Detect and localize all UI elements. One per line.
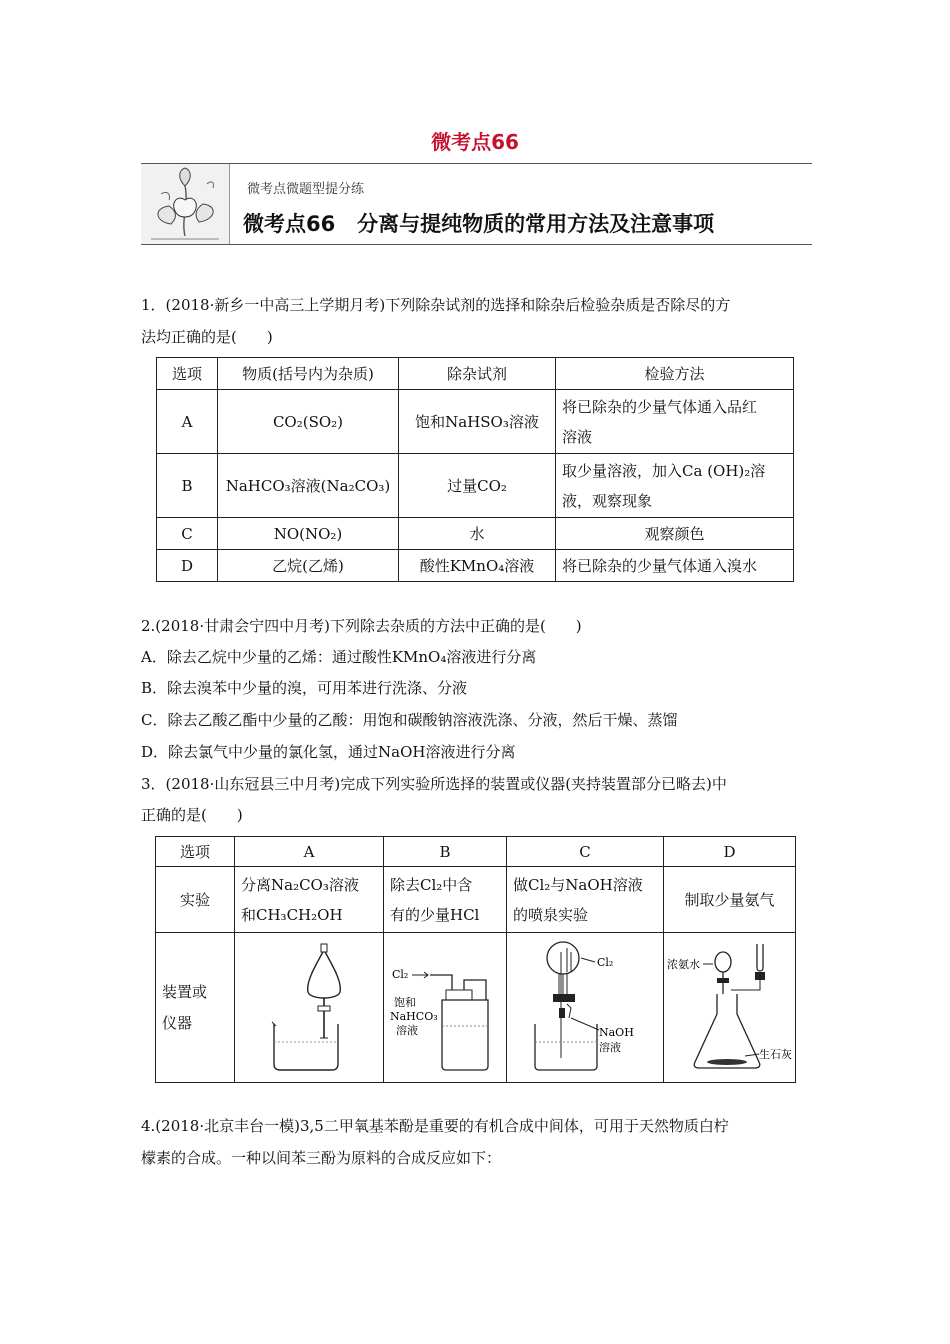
option-cell: B [157,454,218,518]
figure-ammonia-generation [664,933,796,1083]
figure-separatory-funnel [235,933,384,1083]
label-b-nahco3: NaHCO₃ [390,1009,438,1023]
label-d-quicklime: 生石灰 [758,1047,792,1061]
banner-title-text: 分离与提纯物质的常用方法及注意事项 [357,212,715,236]
label-d-ammonia: 浓氨水 [666,957,700,971]
q4-line1: 4.(2018·北京丰台一模)3,5二甲氧基苯酚是重要的有机合成中间体，可用于天然物质白柠 [141,1117,729,1135]
experiment-label: 实验 [156,867,235,933]
table-header-cell: 除杂试剂 [399,358,556,390]
table-header-cell: C [507,837,664,867]
topic-banner [141,163,812,245]
reagent-cell: 水 [399,518,556,550]
method-cell: 观察颜色 [556,518,794,550]
reagent-cell: 酸性KMnO₄溶液 [399,550,556,582]
label-b-cl2: Cl₂ [392,967,409,981]
lotus-illustration [141,164,230,244]
option-cell: C [157,518,218,550]
table-header-cell: 检验方法 [556,358,794,390]
q3-table [155,836,796,1083]
substance-cell: CO₂(SO₂) [218,390,399,454]
q3-stem-line2: 正确的是( ) [141,806,243,824]
experiment-cell-a: 分离Na₂CO₃溶液 和CH₃CH₂OH [235,867,384,933]
q2-option-b: B．除去溴苯中少量的溴，可用苯进行洗涤、分液 [141,679,468,697]
device-label: 装置或 仪器 [156,933,235,1083]
table-row [156,867,796,933]
reagent-cell: 饱和NaHSO₃溶液 [399,390,556,454]
experiment-cell-d: 制取少量氨气 [664,867,796,933]
table-header-cell: 物质(括号内为杂质) [218,358,399,390]
table-header-row [156,837,796,867]
reagent-cell: 过量CO₂ [399,454,556,518]
q2-stem: 2.(2018·甘肃会宁四中月考)下列除去杂质的方法中正确的是( ) [141,617,582,635]
banner-title-number: 微考点66 [243,212,336,236]
table-row [157,518,794,550]
banner-title [243,208,714,238]
table-row [157,454,794,518]
table-row [156,933,796,1083]
option-cell: A [157,390,218,454]
substance-cell: NaHCO₃溶液(Na₂CO₃) [218,454,399,518]
option-cell: D [157,550,218,582]
table-header-cell: A [235,837,384,867]
q2-option-a: A．除去乙烷中少量的乙烯：通过酸性KMnO₄溶液进行分离 [141,648,537,666]
q1-stem-line1: 1．(2018·新乡一中高三上学期月考)下列除杂试剂的选择和除杂后检验杂质是否除尽的方 [141,296,731,314]
table-header-row [157,358,794,390]
method-cell: 取少量溶液，加入Ca (OH)₂溶 液，观察现象 [556,454,794,518]
figure-gas-washing-bottle [384,933,507,1083]
q3-stem-line1: 3．(2018·山东冠县三中月考)完成下列实验所选择的装置或仪器(夹持装置部分已略去)中 [141,775,727,793]
page-title: 微考点66 [431,130,519,154]
experiment-cell-c: 做Cl₂与NaOH溶液 的喷泉实验 [507,867,664,933]
label-c-cl2: Cl₂ [597,955,614,969]
q2-option-d: D．除去氯气中少量的氯化氢，通过NaOH溶液进行分离 [141,743,516,761]
substance-cell: NO(NO₂) [218,518,399,550]
table-row [157,390,794,454]
q1-table [156,357,794,582]
table-header-cell: 选项 [156,837,235,867]
label-c-solution: 溶液 [599,1040,621,1054]
label-b-saturated: 饱和 [394,995,416,1009]
method-cell: 将已除杂的少量气体通入品红 溶液 [556,390,794,454]
q4-line2: 檬素的合成。一种以间苯三酚为原料的合成反应如下： [141,1149,502,1167]
table-header-cell: B [384,837,507,867]
q2-option-c: C．除去乙酸乙酯中少量的乙酸：用饱和碳酸钠溶液洗涤、分液，然后干燥、蒸馏 [141,711,678,729]
label-c-naoh: NaOH [599,1025,634,1039]
substance-cell: 乙烷(乙烯) [218,550,399,582]
banner-subtitle: 微考点微题型提分练 [247,182,365,197]
table-header-cell: 选项 [157,358,218,390]
figure-fountain-experiment [507,933,664,1083]
label-b-solution: 溶液 [396,1023,418,1037]
table-row [157,550,794,582]
q1-stem-line2: 法均正确的是( ) [141,328,273,346]
method-cell: 将已除杂的少量气体通入溴水 [556,550,794,582]
table-header-cell: D [664,837,796,867]
experiment-cell-b: 除去Cl₂中含 有的少量HCl [384,867,507,933]
